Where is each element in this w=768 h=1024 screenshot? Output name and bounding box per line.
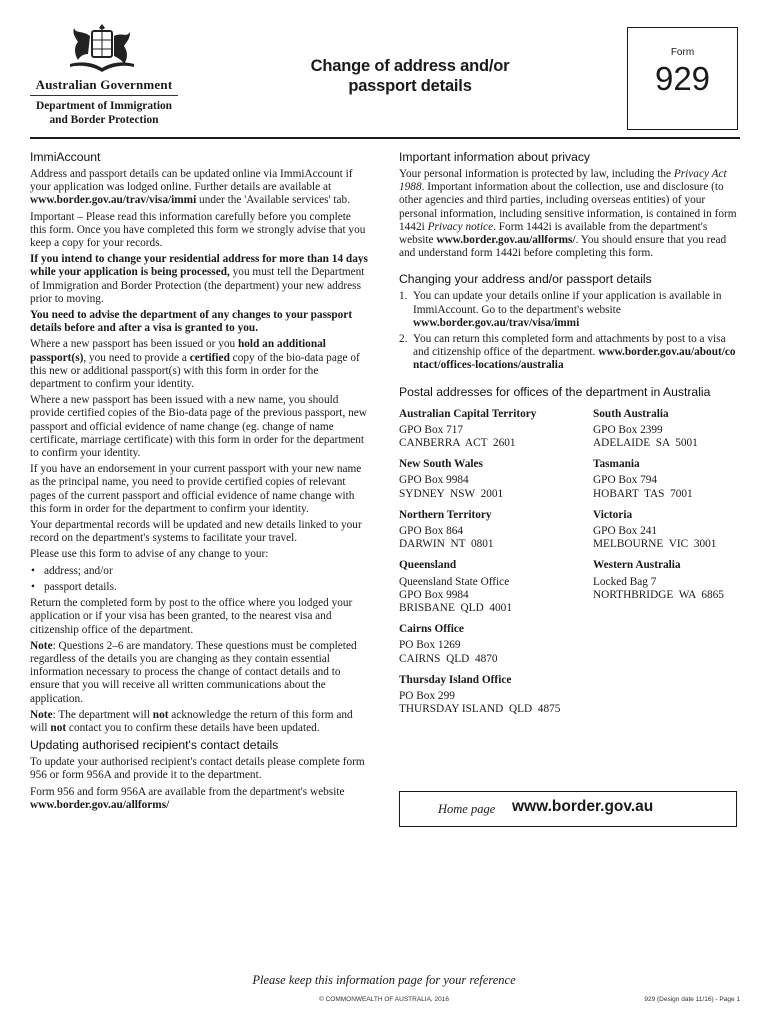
left-column: [30, 150, 368, 815]
form-label: Form: [670, 47, 695, 58]
divider: [30, 95, 178, 96]
copyright: © COMMONWEALTH OF AUSTRALIA, 2016: [319, 996, 449, 1003]
office-cairns: Cairns Office PO Box 1269 CAIRNS QLD 4870: [399, 623, 498, 665]
endorsement-paragraph: If you have an endorsement in your current passport with your new name as the principal name, you need to provide certified copies of relevant pages of the current passport and official evidence of name change with this form in order for the department to confirm your identity.: [30, 463, 362, 515]
note-mandatory: Note: Questions 2–6 are mandatory. These questions must be completed regardless of the details you are changing as they contain essential information necessary to process the change of contact details and to ensure that you will receive all written communications about the application.: [30, 639, 357, 705]
important-paragraph: Important – Please read this information carefully before you complete this form. Once you have completed this form we strongly advise that you keep a copy for your records.: [30, 210, 366, 250]
right-column: [399, 150, 739, 725]
office-sa: South Australia GPO Box 2399 ADELAIDE SA 5001: [593, 407, 698, 450]
page-title: Change of address and/or passport details: [310, 57, 510, 95]
immi-link[interactable]: www.border.gov.au/trav/visa/immi: [30, 194, 197, 207]
immi-link[interactable]: www.border.gov.au/trav/visa/immi: [413, 316, 580, 329]
offices-left-column: [399, 408, 593, 725]
list-item: 1. You can update your details online if your application is available in ImmiAccount. Go to the department's website www.border.gov.au/trav/visa/immi: [399, 290, 722, 329]
residential-address-paragraph: If you intend to change your residential address for more than 14 days while your application is being processed, you must tell the Department of Immigration and Border Protection (the department) your new address prior to moving.: [30, 253, 368, 305]
office-qld: Queensland Queensland State Office GPO Box 9984 BRISBANE QLD 4001: [399, 559, 512, 615]
office-thursday-island: Thursday Island Office PO Box 299 THURSDAY ISLAND QLD 4875: [399, 673, 561, 716]
office-vic: Victoria GPO Box 241 MELBOURNE VIC 3001: [593, 508, 717, 551]
authorised-recipient-paragraph: To update your authorised recipient's contact details please complete form 956 or form 956A and provide it to the department.: [30, 756, 365, 782]
list-item: • address; and/or: [30, 565, 368, 578]
immiaccount-paragraph: Address and passport details can be updated online via ImmiAccount if your application was lodged online. Further details are available at www.border.gov.au/trav/visa/immi under the 'Available services' tab.: [30, 168, 353, 207]
new-name-paragraph: Where a new passport has been issued with a new name, you should provide certified copies of the Bio-data page of the previous passport, new passport and official evidence of name change (eg. change of name certificate, marriage certificate) with this form in order for the department to confirm your identity.: [30, 394, 367, 460]
offices-grid: [399, 408, 739, 725]
note-acknowledge: Note: The department will not acknowledge the return of this form and will not contact you to confirm these details have been updated.: [30, 708, 353, 734]
changing-heading: Changing your address and/or passport details: [399, 272, 652, 287]
list-item: • passport details.: [30, 581, 368, 594]
offices-locations-link[interactable]: www.border.gov.au/about/contact/offices-locations/australia: [413, 346, 736, 372]
privacy-allforms-link[interactable]: www.border.gov.au/allforms/: [436, 234, 576, 247]
new-passport-paragraph: Where a new passport has been issued or you hold an additional passport(s), you need to provide a certified copy of the bio-data page of this new or additional passport(s) with this form in order for the department to confirm your identity.: [30, 338, 360, 391]
passport-advice-paragraph: You need to advise the department of any changes to your passport details before and after a visa is granted to you.: [30, 309, 353, 335]
office-tas: Tasmania GPO Box 794 HOBART TAS 7001: [593, 458, 693, 500]
office-wa: Western Australia Locked Bag 7 NORTHBRIDGE WA 6865: [593, 559, 724, 601]
authorised-recipient-heading: Updating authorised recipient's contact details: [30, 738, 279, 753]
postal-addresses-heading: Postal addresses for offices of the department in Australia: [399, 384, 711, 399]
change-list: [30, 565, 368, 594]
privacy-paragraph: Your personal information is protected by law, including the Privacy Act 1988. Important information about the collection, use and disclosure (to other agencies and third parties, including overseas entities) of your personal information, including sensitive information, is contained in form 1442i Privacy notice. Form 1442i is available from the department's website www.border.gov.au/allforms/. You should ensure that you read and understand form 1442i before completing this form.: [399, 168, 737, 260]
advise-paragraph: Please use this form to advise of any change to your:: [30, 548, 269, 561]
department-name: Department of Immigration and Border Protection: [35, 100, 173, 126]
home-page-label: Home page: [438, 802, 496, 816]
page-info: 929 (Design date 11/16) - Page 1: [644, 996, 740, 1003]
records-paragraph: Your departmental records will be updated and new details linked to your record on the department's systems to facilitate your travel.: [30, 519, 362, 545]
forms-paragraph: Form 956 and form 956A are available from the department's website www.border.gov.au/allforms/: [30, 785, 345, 811]
keep-notice: Please keep this information page for your reference: [252, 973, 516, 987]
privacy-heading: Important information about privacy: [399, 150, 591, 164]
office-nt: Northern Territory GPO Box 864 DARWIN NT 0801: [399, 508, 494, 551]
form-number: 929: [654, 60, 711, 97]
list-item: 2. You can return this completed form and attachments by post to a visa and citizenship office of the department. www.border.gov.au/about/contact/offices-locations/australia: [399, 333, 736, 372]
header-divider: [30, 137, 740, 139]
offices-right-column: [593, 408, 739, 725]
coat-of-arms-logo: [62, 22, 142, 72]
allforms-link[interactable]: www.border.gov.au/allforms/: [30, 798, 170, 811]
office-nsw: New South Wales GPO Box 9984 SYDNEY NSW 2001: [399, 458, 504, 500]
immiaccount-heading: ImmiAccount: [30, 150, 101, 164]
office-act: Australian Capital Territory GPO Box 717 CANBERRA ACT 2601: [399, 407, 537, 450]
return-paragraph: Return the completed form by post to the office where you lodged your application or if your visa has been granted, to the nearest visa and citizenship office of the department.: [30, 597, 353, 636]
changing-list: [399, 290, 739, 372]
government-name: Australian Government: [35, 77, 173, 92]
home-page-link[interactable]: www.border.gov.au: [512, 798, 654, 815]
